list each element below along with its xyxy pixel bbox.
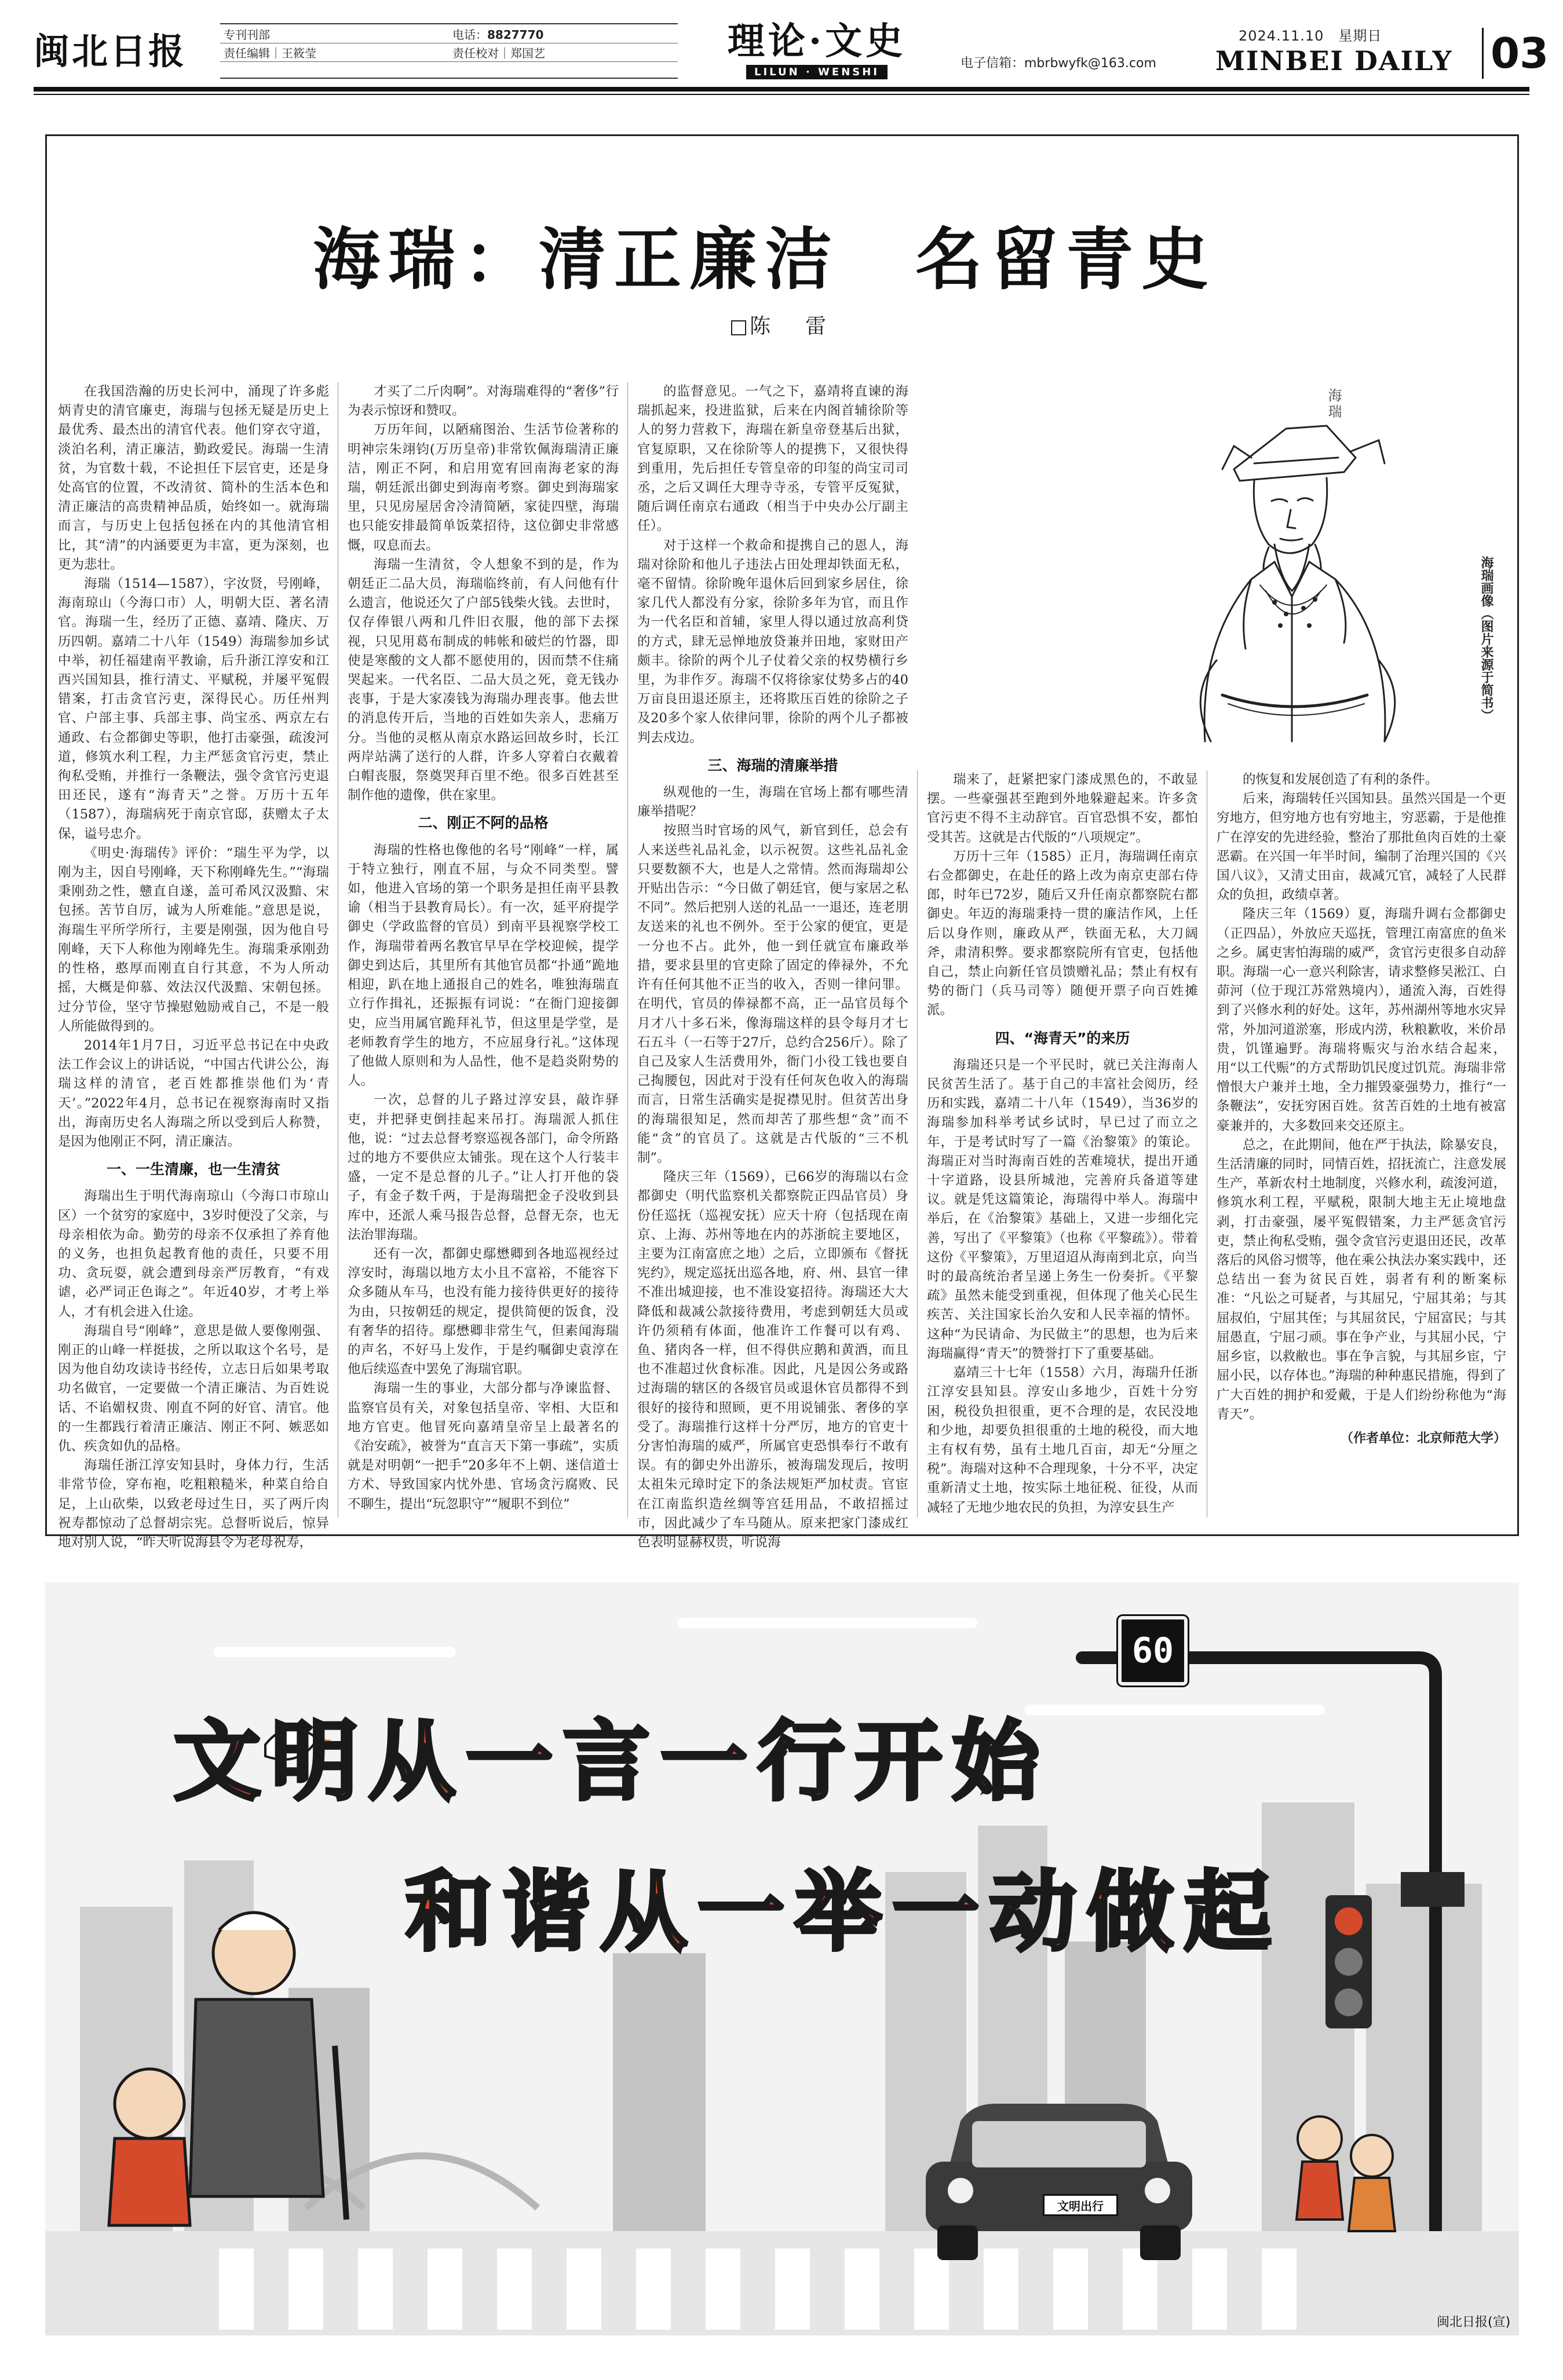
paragraph: 的监督意见。一气之下，嘉靖将直谏的海瑞抓起来，投进监狱，后来在内阁首辅徐阶等人的努力营救下，海瑞在新皇帝登基后出狱，官复原职，又在徐阶等人的提携下，又很快得到重用，先后担任专管皇帝的印玺的尚宝司司丞，之后又调任大理寺寺丞，专管平反冤狱，随后调任南京右通政（相当于中央办公厅副主任）。 — [637, 384, 908, 534]
paragraph: 《明史·海瑞传》评价：“瑞生平为学，以刚为主，因自号刚峰，天下称刚峰先生。”“海瑞秉刚劲之性，戆直自遂，盖可希风汉汲黯、宋包拯。苦节自厉，诚为人所难能。”意思是说，海瑞生平所学所行，主要是刚强，因为他自号刚峰，天下人称他为刚峰先生。海瑞秉承刚劲的性格，憨厚而刚直自行其意，不为人所动摇，大概是仰慕、效法汉代汲黯、宋朝包拯。过分节俭，坚守节操慰勉励戒自己，不是一般人所能做得到的。 — [58, 845, 329, 1034]
paragraph: 隆庆三年（1569）夏，海瑞升调右佥都御史（正四品），外放应天巡抚，管理江南富庶的鱼米之乡。属吏害怕海瑞的威严，贪官污吏很多自动辞职。海瑞一心一意兴利除害，请求整修吴淞江、白茆河（位于现江苏常熟境内），通流入海，百姓得到了兴修水利的好处。这年，苏州湖州等地水灾异常，外加河道淤塞，形成内涝，秋粮歉收，米价昂贵，饥馑遍野。海瑞将赈灾与治水结合起来，用“以工代赈”的方式帮助饥民度过饥荒。海瑞非常憎恨大户兼并土地，全力摧毁豪强势力，推行“一条鞭法”，安抚穷困百姓。贫苦百姓的土地有被富豪兼并的，大多数回来交还原主。 — [1217, 906, 1506, 1134]
paragraph: 海瑞的性格也像他的名号“刚峰”一样，属于特立独行，刚直不屈，与众不同类型。譬如，他进入官场的第一个职务是担任南平县教谕（相当于县教育局长）。有一次，延平府提学御史（学政监督的官员）到南平县视察学校工作，海瑞带着两名教官早早在学校迎候，提学御史到达后，其里所有其他官员都“扑通”跪地相迎，趴在地上通报自己的姓名，唯独海瑞直立行作揖礼，还振振有词说：“在衙门迎接御史，应当用属官跪拜礼节，但这里是学堂，是老师教育学生的地方，不应屈身行礼。”这体现了他做人原则和为人品性，他不是趋炎附势的人。 — [348, 842, 619, 1089]
paragraph: 万历年间，以陋痛图治、生活节俭著称的明神宗朱翊钧(万历皇帝)非常钦佩海瑞清正廉洁，刚正不阿，和启用宽宥回南海老家的海瑞，朝廷派出御史到海南考察。御史到海瑞家里，只见房屋居舍冷清简陋，家徒四壁，海瑞也只能安排最简单饭菜招待，这位御史非常感慨，叹息而去。 — [348, 422, 619, 553]
masthead-rule-thin — [34, 94, 1529, 95]
article-column-3 — [637, 382, 908, 1550]
masthead-rule — [34, 87, 1529, 92]
paragraph: 还有一次，都御史鄢懋卿到各地巡视经过淳安时，海瑞以地方太小且不富裕，不能容下众多随从车马，也没有能力接待供更好的接待为由，只按朝廷的规定，提供简便的饭食，没有奢华的招待。鄢懋卿非常生气，但素闻海瑞的声名，不好马上发作，于是约嘱御史袁淳在他后续巡查中罢免了海瑞官职。 — [348, 1246, 619, 1377]
paragraph: 2014年1月7日，习近平总书记在中央政法工作会议上的讲话说，“中国古代讲公公，海瑞这样的清官，老百姓都推崇他们为‘青天’。”2022年4月，总书记在视察海南时又指出，海南历史名人海瑞之所以受到后人称赞，是因为他刚正不阿，清正廉洁。 — [58, 1037, 329, 1149]
speed-limit-sign: 60 — [1118, 1616, 1188, 1686]
column-divider — [627, 382, 628, 1518]
section-heading-4: 四、“海青天”的来历 — [995, 1029, 1130, 1047]
masthead — [34, 19, 1549, 85]
paragraph: 在我国浩瀚的历史长河中，涌现了许多彪炳青史的清官廉吏，海瑞与包拯无疑是历史上最优秀、最杰出的清官代表。他们穿衣守道，淡泊名利，清正廉洁，勤政爱民。海瑞一生清贫，为官数十载，不论担任下层官吏，还是身处高官的位置，不改清贫、简朴的生活本色和清正廉洁的高贵精神品质，始终如一。就海瑞而言，与历史上包括包拯在内的其他清官相比，其“清”的内涵要更为丰富，更为深刻，也更为悲壮。 — [58, 384, 329, 572]
slogan-line-2: 和谐从一举一动做起 — [406, 1862, 1282, 1963]
portrait-caption: 海瑞画像（图片来源于简书） — [1479, 556, 1493, 722]
paragraph: 一次，总督的儿子路过淳安县，敲诈驿吏，并把驿吏倒挂起来吊打。海瑞派人抓住他，说：“过去总督考察巡视各部门，命令所路过的地方不要供应太铺张。现在这个人行装丰盛，一定不是总督的儿子。”让人打开他的袋子，有金子数千两，于是海瑞把金子没收到县库中，还派人乘马报告总督，总督无奈，也无法治罪海瑞。 — [348, 1092, 619, 1242]
paragraph: 万历十三年（1585）正月，海瑞调任南京右佥都御史，在赴任的路上改为南京吏部右侍郎，时年已72岁，随后又升任南京都察院右都御史。年迈的海瑞秉持一贯的廉洁作风，上任后以身作则，廉政从严，铁面无私，大刀阔斧，肃清积弊。要求都察院所有官吏，包括他自己，禁止向新任官员馈赠礼品；禁止有权有势的衙门（兵马司等）随便开票子向百姓摊派。 — [927, 849, 1198, 1018]
hairui-portrait — [1135, 371, 1460, 753]
issue-date: 2024.11.10 星期日 — [1239, 28, 1382, 44]
paragraph: 按照当时官场的风气，新官到任，总会有人来送些礼品礼金，以示祝贺。这些礼品礼金只要数额不大，也是人之常情。然而海瑞却公开贴出告示：“今日做了朝廷官，便与家居之私不同”。然后把别人送的礼品一一退还，连老朋友送来的礼也不例外。至于公家的便宜，更是一分也不占。此外，他一到任就宣布廉政举措，要求县里的官吏除了固定的俸禄外，不允许有任何其他不正当的收入，否则一律问罪。在明代，官员的俸禄都不高，正一品官员每个月才八十多石米，像海瑞这样的县令每月才七石五斗（一石等于27斤，总约合256斤）。除了自己及家人生活费用外，衙门小役工钱也要自己掏腰包，因此对于没有任何灰色收入的海瑞而言，日常生活确实是捉襟见肘。但贫苦出身的海瑞很知足，然而却苦了那些想“贪”而不能“贪”的官员了。这就是古代版的“三不机制”。 — [637, 823, 908, 1165]
paper-english-name: MINBEI DAILY — [1215, 45, 1453, 76]
editorial-info — [220, 23, 678, 79]
headline: 海瑞：清正廉洁 名留青史 — [313, 220, 1217, 299]
page-number: 03 — [1482, 28, 1549, 79]
paragraph: 海瑞一生的事业，大部分都与净谏监督、监察官员有关，对象包括皇帝、宰相、大臣和地方官吏。他冒死向嘉靖皇帝呈上最著名的《治安疏》，被誉为“直言天下第一事疏”，实质就是对明朝“一把手”20多年不上朝、迷信道士方术、导致国家内忧外患、官场贪污腐败、民不聊生，提出“玩忽职守”“履职不到位” — [348, 1381, 619, 1512]
email: 电子信箱：mbrbwyfk@163.com — [961, 56, 1156, 71]
editor: 责任编辑｜王筱莹 — [224, 46, 316, 60]
section-heading-2: 二、刚正不阿的品格 — [418, 814, 549, 832]
newspaper-logo: 闽北日报 — [34, 30, 187, 72]
paragraph: 海瑞一生清贫，令人想象不到的是，作为朝廷正二品大员，海瑞临终前，有人问他有什么遗言，他说还欠了户部5钱柴火钱。去世时，仅存俸银八两和几件旧衣服，他的部下去探视，只见用葛布制成的帏帐和破烂的竹器，即使是寒酸的文人都不愿使用的，因而禁不住痛哭起来。一代名臣、二品大员之死，竟无钱办丧事，于是大家凑钱为海瑞办理丧事。他去世的消息传开后，当地的百姓如失亲人，悲痛万分。当他的灵柩从南京水路运回故乡时，长江两岸站满了送行的人群，许多人穿着白衣戴着白帽丧服，祭奠哭拜百里不绝。很多百姓甚至制作他的遗像，供在家里。 — [348, 557, 619, 803]
paragraph: 纵观他的一生，海瑞在官场上都有哪些清廉举措呢？ — [637, 785, 908, 820]
paragraph: 海瑞还只是一个平民时，就已关注海南人民贫苦生活了。基于自己的丰富社会阅历，经历和实践，嘉靖二十八年（1549），当36岁的海瑞参加科举考试乡试时，早已过了而立之年，于是考试时写了一篇《治黎策》的策论。海瑞正对当时海南百姓的苦难境状，提出开通十字道路，设县所城池，完善府兵备道等建议。就是凭这篇策论，海瑞得中举人。海瑞中举后，在《治黎策》基础上，又进一步细化完善，写出了《平黎策》（也称《平黎疏》）。带着这份《平黎策》，万里迢迢从海南到北京，向当时的最高统治者呈递上务生一份奏折。《平黎疏》虽然未能受到重视，但体现了他关心民生疾苦、关注国家长治久安和人民幸福的情怀。这种“为民请命、为民做主”的思想，也为后来海瑞赢得“青天”的赞誉打下了重要基础。 — [927, 1057, 1198, 1361]
author-affiliation: （作者单位：北京师范大学） — [1340, 1431, 1506, 1446]
section-title: 理论·文史 LILUN · WENSHI — [727, 20, 907, 78]
phone: 电话：8827770 — [452, 27, 544, 42]
article-column-4 — [927, 770, 1198, 1518]
paragraph: 对于这样一个救命和提携自己的恩人，海瑞对徐阶和他儿子违法占田处理却铁面无私，毫不留情。徐阶晚年退休后回到家乡居住，徐家几代人都没有分家，徐阶多年为官，而且作为一代名臣和首辅，家里人得以通过放高利贷的方式，肆无忌惮地放贷兼并田地，家财田产颇丰。徐阶的两个儿子仗着父亲的权势横行乡里，为非作歹。海瑞不仅将徐家仗势多占的40万亩良田退还原主，还将欺压百姓的徐阶之子及20多个家人依律问罪，徐阶的两个儿子都被判去戍边。 — [637, 538, 908, 745]
paragraph: 的恢复和发展创造了有利的条件。 — [1243, 772, 1438, 787]
paragraph: 嘉靖三十七年（1558）六月，海瑞升任浙江淳安县知县。淳安山多地少，百姓十分穷困，税役负担很重，更不合理的是，农民没地和少地，却要负担很重的土地的税役，而大地主有权有势，虽有土地几百亩，却无“分厘之税”。海瑞对这种不合理现象，十分不平，决定重新清丈土地，按实际土地征税、征役，从而减轻了无地少地农民的负担，为淳安县生产 — [927, 1365, 1198, 1515]
paragraph: 瑞来了，赶紧把家门漆成黑色的，不敢显摆。一些豪强甚至跑到外地躲避起来。许多贪官污吏不得不主动辞官。百官恐惧不安，都怕受其苦。这就是古代版的“八项规定”。 — [927, 772, 1198, 845]
paragraph: 海瑞任浙江淳安知县时，身体力行，生活非常节俭，穿布袍，吃粗粮糙米，种菜自给自足，上山砍柴，以致老母过生日，买了两斤肉祝寿都惊动了总督胡宗宪。总督听说后，惊异地对别人说，“昨天听说海县令为老母祝寿， — [58, 1458, 329, 1550]
paragraph: 海瑞（1514—1587），字汝贤，号刚峰，海南琼山（今海口市）人，明朝大臣、著名清官。海瑞一生，经历了正德、嘉靖、隆庆、万历四朝。嘉靖二十八年（1549）海瑞参加乡试中举，初任福建南平教谕，后升浙江淳安和江西兴国知县，推行清丈、平赋税，并屡平冤假错案，打击贪官污吏，深得民心。历任州判官、户部主事、兵部主事、尚宝丞、两京左右通政、右佥都御史等职，他打击豪强，疏浚河道，修筑水利工程，力主严惩贪官污吏，禁止徇私受贿，并推行一条鞭法，强令贪官污吏退田还民，遂有“海青天”之誉。万历十五年（1587），海瑞病死于南京官邸，获赠太子太保，谥号忠介。 — [58, 576, 329, 842]
paragraph: 隆庆三年（1569），已66岁的海瑞以右佥都御史（明代监察机关都察院正四品官员）身份任巡抚（巡视安抚）应天十府（包括现在南京、上海、苏州等地在内的苏浙皖主要地区，主要为江南富庶之地）之后，立即颁布《督抚宪约》，规定巡抚出巡各地，府、州、县官一律不准出城迎接，也不准设宴招待。海瑞还大大降低和裁减公款接待费用，考虑到朝廷大员或许仍须稍有体面，他准许工作餐可以有鸡、鱼、猪肉各一样，但不得供应鹅和黄酒，而且也不准超过伙食标准。因此，凡是因公务或路过海瑞的辖区的各级官员或退休官员都得不到很好的接待和照顾，更不用说铺张、奢侈的享受了。海瑞推行这样十分严厉，地方的官吏十分害怕海瑞的威严，所属官吏恐惧奉行不敢有误。有的御史外出游乐，被海瑞发现后，按明太祖朱元璋时定下的条法规矩严加杖责。官宦在江南监织造丝绸等宫廷用品，不敢招摇过市，因此减少了车马随从。原来把家门漆成红色表明显赫权贵，听说海 — [637, 1169, 908, 1550]
poster-credit: 闽北日报(宣) — [1437, 2315, 1511, 2330]
paragraph: 总之，在此期间，他在严于执法，除暴安良，生活清廉的同时，同情百姓，招抚流亡，注意发展生产，革新农村土地制度，兴修水利，疏浚河道，修筑水利工程，平赋税，限制大地主无止境地盘剥，打击豪强，屡平冤假错案，力主严惩贪官污吏，禁止徇私受贿，强令贪官污吏退田还民，改革落后的风俗习惯等，他在乘公执法办案实践中，还总结出一套为贫民百姓，弱者有利的断案标准：“凡讼之可疑者，与其屈兄，宁屈其弟；与其屈叔伯，宁屈其侄；与其屈贫民，宁屈富民；与其屈愚直，宁屈刁顽。事在争产业，与其屈小民，宁屈乡宦，以救敝也。事在争言貌，与其屈乡宦，宁屈小民，以存体也。”海瑞的种种惠民措施，得到了广大百姓的拥护和爱戴，于是人们纷纷称他为“海青天”。 — [1217, 1137, 1506, 1422]
article-column-5 — [1217, 770, 1506, 1518]
paragraph: 海瑞自号“刚峰”，意思是做人要像刚强、刚正的山峰一样挺拔，之所以取这个名号，是因为他自幼攻读诗书经传，立志日后如果考取功名做官，一定要做一个清正廉洁、为百姓说话、不谄媚权贵、刚直不阿的好官、清官。他的一生都践行着清正廉洁、刚正不阿、嫉恶如仇、疾贪如仇的品格。 — [58, 1323, 329, 1454]
column-divider — [917, 770, 918, 1518]
slogan-line-1: 文明从一言一行开始 — [174, 1712, 1050, 1812]
portrait-signature: 海瑞 — [1325, 388, 1342, 421]
byline: 陈 雷 — [695, 310, 869, 339]
paragraph: 后来，海瑞转任兴国知县。虽然兴国是一个更穷地方，但穷地方也有穷地主，穷恶霸，于是他推广在淳安的先进经验，整治了那批鱼肉百姓的土豪恶霸。在兴国一年半时间，编制了治理兴国的《兴国八议》，又清丈田亩，裁减冗官，减轻了人民群众的负担，政绩卓著。 — [1217, 791, 1506, 903]
section-heading-1: 一、一生清廉，也一生清贫 — [106, 1161, 280, 1178]
car-plate: 文明出行 — [1043, 2194, 1118, 2216]
article-column-1 — [58, 382, 329, 1550]
paragraph: 才买了二斤肉啊”。对海瑞难得的“奢侈”行为表示惊讶和赞叹。 — [348, 384, 619, 419]
proofreader: 责任校对｜郑国艺 — [452, 46, 545, 60]
paragraph: 海瑞出生于明代海南琼山（今海口市琼山区）一个贫穷的家庭中，3岁时便没了父亲，与母亲相依为命。勤劳的母亲不仅承担了养育他的义务，也担负起教育他的责任，只要不用功、贪玩耍，就会遭到母亲严厉教育，“有戏谑，必严词正色诲之”。年近40岁，才考上举人，才有机会进入仕途。 — [58, 1189, 329, 1319]
section-heading-3: 三、海瑞的清廉举措 — [707, 756, 838, 774]
article-column-2 — [348, 382, 619, 1518]
department: 专刊刊部 — [224, 27, 270, 42]
